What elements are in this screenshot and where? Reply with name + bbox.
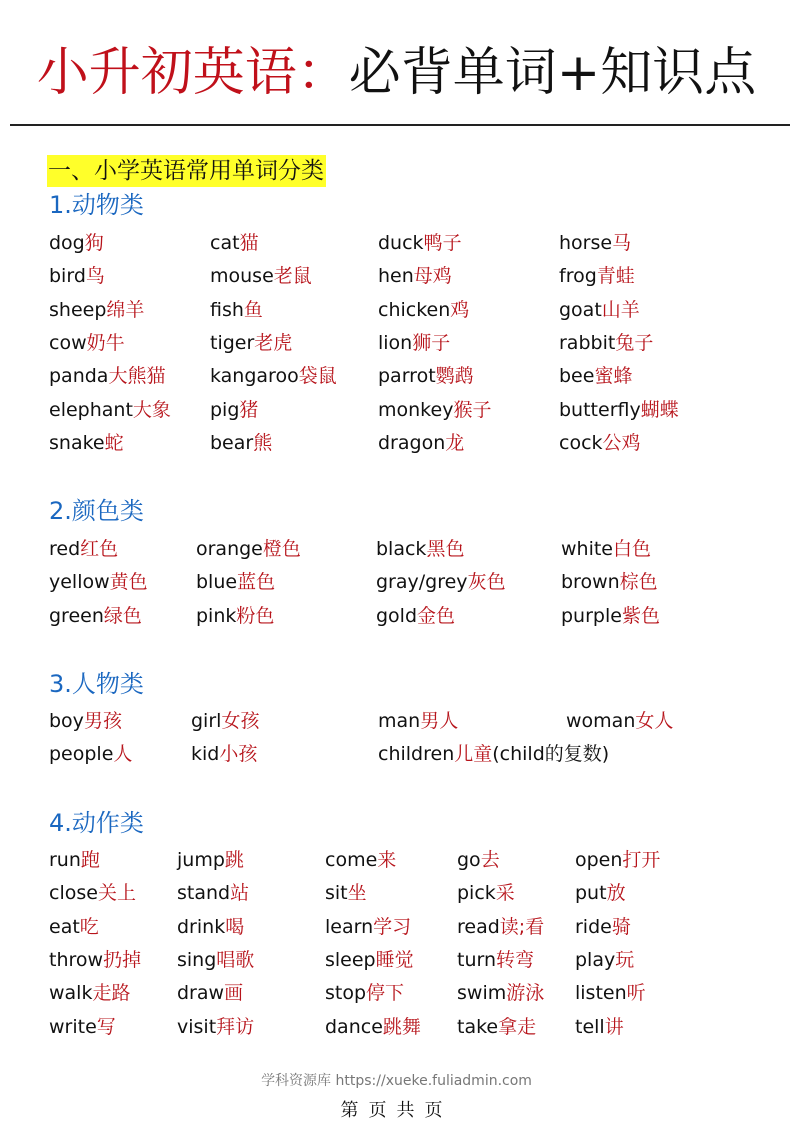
chinese-meaning: 橙色: [262, 538, 301, 560]
vocab-entry: [196, 569, 275, 595]
chinese-meaning: 采: [495, 882, 515, 904]
english-word: read: [457, 916, 500, 938]
chinese-meaning: 鸟: [85, 265, 105, 287]
english-word: bird: [49, 265, 86, 287]
vocab-entry: [559, 363, 632, 389]
english-word: black: [376, 538, 427, 560]
vocab-entry: [177, 947, 254, 973]
english-word: stand: [177, 882, 231, 904]
vocab-entry: [378, 430, 464, 456]
english-word: yellow: [49, 571, 110, 593]
chinese-meaning: 画: [224, 982, 244, 1004]
chinese-meaning: 猫: [239, 232, 259, 254]
chinese-meaning: 睡觉: [375, 949, 414, 971]
english-word: sleep: [325, 949, 376, 971]
vocab-entry: [177, 880, 249, 906]
vocab-entry: [457, 947, 534, 973]
english-word: elephant: [49, 399, 133, 421]
english-word: boy: [49, 710, 84, 732]
vocab-entry: [561, 536, 651, 562]
english-word: monkey: [378, 399, 454, 421]
chinese-meaning: 狮子: [412, 332, 451, 354]
chinese-meaning: 男人: [420, 710, 459, 732]
vocab-entry: [49, 536, 118, 562]
english-word: kid: [191, 743, 220, 765]
english-word: jump: [177, 849, 225, 871]
vocab-entry: [376, 536, 464, 562]
chinese-meaning: 灰色: [467, 571, 506, 593]
vocab-entry: [325, 914, 411, 940]
vocab-entry: [210, 430, 272, 456]
english-word: cock: [559, 432, 603, 454]
english-word: go: [457, 849, 481, 871]
chinese-meaning: 猴子: [453, 399, 492, 421]
chinese-meaning: 狗: [84, 232, 104, 254]
chinese-meaning: 山羊: [601, 299, 640, 321]
chinese-meaning: 儿童: [454, 743, 493, 765]
chinese-meaning: 鹦鹉: [435, 365, 474, 387]
chinese-meaning: 女人: [635, 710, 674, 732]
chinese-meaning: 奶牛: [86, 332, 125, 354]
english-word: sit: [325, 882, 348, 904]
vocab-entry: [210, 330, 292, 356]
vocab-entry: [378, 741, 609, 767]
vocab-entry: [559, 297, 640, 323]
english-word: turn: [457, 949, 497, 971]
english-word: bear: [210, 432, 254, 454]
english-word: pick: [457, 882, 496, 904]
vocab-entry: [378, 397, 491, 423]
vocab-entry: [210, 230, 259, 256]
english-word: eat: [49, 916, 80, 938]
vocab-entry: [575, 880, 626, 906]
vocab-entry: [566, 708, 673, 734]
vocab-entry: [575, 947, 634, 973]
chinese-meaning: 转弯: [496, 949, 535, 971]
vocab-entry: [49, 363, 165, 389]
chinese-meaning: 游泳: [506, 982, 545, 1004]
english-word: come: [325, 849, 378, 871]
vocab-entry: [49, 230, 104, 256]
chinese-meaning: 讲: [604, 1016, 624, 1038]
vocab-entry: [575, 847, 660, 873]
chinese-meaning: 蛇: [104, 432, 124, 454]
vocab-entry: [210, 397, 258, 423]
english-word: listen: [575, 982, 627, 1004]
chinese-meaning: 来: [377, 849, 397, 871]
english-word: butterfly: [559, 399, 641, 421]
chinese-meaning: 熊: [253, 432, 273, 454]
category-heading: 2.颜色类: [49, 497, 144, 525]
english-word: sheep: [49, 299, 107, 321]
vocab-entry: [378, 297, 469, 323]
chinese-meaning: 跑: [80, 849, 100, 871]
vocab-entry: [49, 880, 136, 906]
chinese-meaning: 写: [96, 1016, 116, 1038]
vocab-entry: [325, 1014, 421, 1040]
vocab-entry: [457, 980, 544, 1006]
vocab-entry: [325, 880, 367, 906]
vocab-entry: [196, 603, 274, 629]
english-word: sing: [177, 949, 217, 971]
chinese-meaning: 鱼: [243, 299, 263, 321]
english-word: hen: [378, 265, 414, 287]
vocab-entry: [575, 980, 646, 1006]
english-word: chicken: [378, 299, 451, 321]
english-word: gold: [376, 605, 418, 627]
english-word: horse: [559, 232, 613, 254]
vocab-entry: [559, 330, 653, 356]
chinese-meaning: 母鸡: [413, 265, 452, 287]
english-word: close: [49, 882, 98, 904]
english-word: write: [49, 1016, 97, 1038]
chinese-meaning: 骑: [611, 916, 631, 938]
vocab-entry: [49, 397, 171, 423]
footer-source: 学科资源库 https://xueke.fuliadmin.com: [261, 1073, 532, 1089]
chinese-meaning: 绿色: [103, 605, 142, 627]
page-title: [0, 38, 793, 108]
chinese-meaning: 听: [626, 982, 646, 1004]
vocab-entry: [325, 947, 414, 973]
chinese-meaning: 鸡: [450, 299, 470, 321]
vocab-entry: [378, 263, 452, 289]
chinese-meaning: 大熊猫: [108, 365, 166, 387]
english-word: stop: [325, 982, 367, 1004]
vocab-entry: [376, 569, 506, 595]
english-word: frog: [559, 265, 597, 287]
english-word: play: [575, 949, 616, 971]
english-word: tiger: [210, 332, 255, 354]
english-word: tell: [575, 1016, 605, 1038]
vocab-entry: [49, 330, 125, 356]
footer-page-number: 第页共页: [340, 1100, 453, 1121]
english-word: blue: [196, 571, 238, 593]
english-word: parrot: [378, 365, 436, 387]
vocab-entry: [210, 297, 263, 323]
vocab-entry: [457, 847, 500, 873]
vocab-entry: [575, 1014, 624, 1040]
english-word: bee: [559, 365, 595, 387]
chinese-meaning: 黄色: [109, 571, 148, 593]
chinese-meaning: 金色: [417, 605, 456, 627]
english-word: kangaroo: [210, 365, 299, 387]
vocab-entry: [561, 569, 658, 595]
english-word: red: [49, 538, 81, 560]
vocab-entry: [378, 363, 474, 389]
vocab-entry: [49, 1014, 116, 1040]
english-word: dance: [325, 1016, 383, 1038]
english-word: lion: [378, 332, 413, 354]
chinese-meaning: 绵羊: [106, 299, 145, 321]
english-word: pink: [196, 605, 237, 627]
english-word: cow: [49, 332, 87, 354]
english-word: throw: [49, 949, 104, 971]
chinese-meaning: 打开: [622, 849, 661, 871]
title-red-part: 小升初英语：: [36, 43, 349, 103]
chinese-meaning: 蝴蝶: [640, 399, 679, 421]
chinese-meaning: 男孩: [83, 710, 122, 732]
vocab-entry: [325, 980, 404, 1006]
vocab-entry: [49, 708, 122, 734]
english-word: drink: [177, 916, 226, 938]
vocab-entry: [559, 430, 641, 456]
vocab-entry: [559, 263, 635, 289]
chinese-meaning: 女孩: [221, 710, 260, 732]
vocab-entry: [210, 263, 312, 289]
chinese-meaning: 青蛙: [596, 265, 635, 287]
english-word: rabbit: [559, 332, 616, 354]
chinese-meaning: 拜访: [216, 1016, 255, 1038]
english-word: put: [575, 882, 607, 904]
vocab-entry: [49, 569, 148, 595]
chinese-meaning: 关上: [97, 882, 136, 904]
chinese-meaning: 龙: [445, 432, 465, 454]
chinese-meaning: 站: [230, 882, 250, 904]
chinese-meaning: 去: [480, 849, 500, 871]
vocab-entry: [49, 914, 99, 940]
chinese-meaning: 兔子: [615, 332, 654, 354]
vocab-entry: [49, 980, 130, 1006]
english-word: pig: [210, 399, 240, 421]
english-word: cat: [210, 232, 240, 254]
chinese-meaning: 猪: [239, 399, 259, 421]
english-word: walk: [49, 982, 93, 1004]
vocab-entry: [559, 230, 631, 256]
english-word: white: [561, 538, 613, 560]
english-word: brown: [561, 571, 620, 593]
category-heading: 4.动作类: [49, 809, 144, 837]
english-word: run: [49, 849, 81, 871]
english-word: draw: [177, 982, 225, 1004]
chinese-meaning: 扔掉: [103, 949, 142, 971]
vocab-entry: [196, 536, 301, 562]
vocab-entry: [376, 603, 455, 629]
english-word: fish: [210, 299, 244, 321]
category-heading: 1.动物类: [49, 191, 144, 219]
chinese-meaning: 小孩: [219, 743, 258, 765]
chinese-meaning: 粉色: [236, 605, 275, 627]
vocab-entry: [559, 397, 679, 423]
vocab-entry: [49, 741, 132, 767]
chinese-meaning: 公鸡: [602, 432, 641, 454]
vocab-entry: [49, 603, 142, 629]
chinese-meaning: 停下: [366, 982, 405, 1004]
vocab-entry: [49, 947, 141, 973]
english-word: open: [575, 849, 623, 871]
vocab-entry: [457, 880, 515, 906]
chinese-meaning: 跳舞: [382, 1016, 421, 1038]
chinese-meaning: 吃: [79, 916, 99, 938]
english-word: man: [378, 710, 421, 732]
english-word: learn: [325, 916, 374, 938]
english-word: dog: [49, 232, 85, 254]
english-word: ride: [575, 916, 612, 938]
chinese-meaning: 袋鼠: [298, 365, 337, 387]
vocab-entry: [210, 363, 337, 389]
chinese-meaning: 老虎: [254, 332, 293, 354]
chinese-meaning: 老鼠: [273, 265, 312, 287]
word-note: (child的复数): [492, 743, 610, 765]
vocab-entry: [378, 330, 450, 356]
english-word: girl: [191, 710, 222, 732]
chinese-meaning: 玩: [615, 949, 635, 971]
vocab-entry: [49, 847, 100, 873]
english-word: mouse: [210, 265, 274, 287]
english-word: goat: [559, 299, 602, 321]
chinese-meaning: 人: [113, 743, 133, 765]
vocab-entry: [49, 297, 144, 323]
vocab-entry: [49, 263, 105, 289]
chinese-meaning: 走路: [92, 982, 131, 1004]
english-word: people: [49, 743, 114, 765]
english-word: orange: [196, 538, 263, 560]
vocab-entry: [177, 980, 243, 1006]
english-word: dragon: [378, 432, 446, 454]
section-heading: 一、小学英语常用单词分类: [47, 155, 326, 187]
english-word: panda: [49, 365, 109, 387]
english-word: gray/grey: [376, 571, 468, 593]
english-word: swim: [457, 982, 507, 1004]
chinese-meaning: 棕色: [619, 571, 658, 593]
vocab-entry: [457, 1014, 536, 1040]
chinese-meaning: 跳: [224, 849, 244, 871]
english-word: take: [457, 1016, 499, 1038]
vocab-entry: [177, 847, 244, 873]
chinese-meaning: 红色: [80, 538, 119, 560]
vocab-entry: [561, 603, 660, 629]
vocab-entry: [191, 708, 259, 734]
category-heading: 3.人物类: [49, 670, 144, 698]
chinese-meaning: 黑色: [426, 538, 465, 560]
title-divider: [10, 124, 790, 126]
vocab-entry: [325, 847, 396, 873]
vocab-entry: [378, 708, 458, 734]
chinese-meaning: 蓝色: [237, 571, 276, 593]
chinese-meaning: 唱歌: [216, 949, 255, 971]
chinese-meaning: 学习: [373, 916, 412, 938]
chinese-meaning: 放: [606, 882, 626, 904]
english-word: children: [378, 743, 455, 765]
vocab-entry: [191, 741, 257, 767]
chinese-meaning: 蜜蜂: [594, 365, 633, 387]
english-word: woman: [566, 710, 636, 732]
english-word: visit: [177, 1016, 217, 1038]
chinese-meaning: 喝: [225, 916, 245, 938]
chinese-meaning: 紫色: [621, 605, 660, 627]
vocab-entry: [49, 430, 124, 456]
english-word: purple: [561, 605, 622, 627]
title-black-part: 必背单词+知识点: [348, 43, 757, 103]
chinese-meaning: 马: [612, 232, 632, 254]
chinese-meaning: 坐: [347, 882, 367, 904]
chinese-meaning: 鸭子: [423, 232, 462, 254]
chinese-meaning: 大象: [132, 399, 171, 421]
english-word: snake: [49, 432, 105, 454]
vocab-entry: [457, 914, 544, 940]
vocab-entry: [177, 914, 244, 940]
english-word: green: [49, 605, 104, 627]
english-word: duck: [378, 232, 424, 254]
chinese-meaning: 白色: [613, 538, 652, 560]
vocab-entry: [177, 1014, 254, 1040]
vocab-entry: [575, 914, 631, 940]
vocab-entry: [378, 230, 462, 256]
chinese-meaning: 拿走: [498, 1016, 537, 1038]
chinese-meaning: 读;看: [499, 916, 545, 938]
